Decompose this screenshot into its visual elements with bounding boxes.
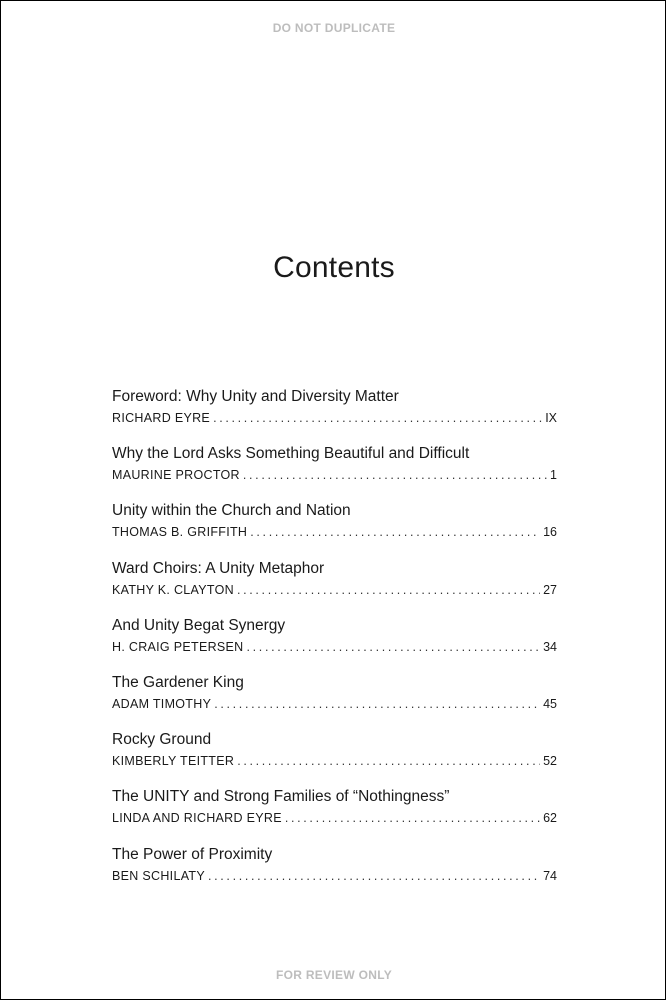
page-number: 52: [543, 754, 557, 769]
chapter-author-line: [112, 694, 557, 714]
chapter-title: Unity within the Church and Nation: [112, 502, 351, 520]
chapter-author: RICHARD EYRE: [112, 411, 211, 425]
chapter-title: The UNITY and Strong Families of “Nothingness”: [112, 788, 450, 806]
dot-leader: [214, 694, 540, 714]
chapter-author: KATHY K. CLAYTON: [112, 582, 234, 597]
page-number: 62: [543, 811, 557, 826]
chapter-author-line: [112, 751, 557, 771]
chapter-title: Why the Lord Asks Something Beautiful and Difficult: [112, 445, 470, 463]
chapter-title: Ward Choirs: A Unity Metaphor: [112, 559, 325, 577]
toc-entry: [112, 558, 557, 615]
toc-entry: [112, 844, 557, 901]
chapter-author: THOMAS B. GRIFFITH: [112, 525, 248, 540]
chapter-author-line: [112, 465, 557, 485]
dot-leader: [213, 408, 542, 428]
chapter-author: KIMBERLY TEITTER: [112, 754, 235, 769]
chapter-author: MAURINE PROCTOR: [112, 468, 240, 483]
dot-leader: [250, 522, 540, 542]
chapter-author: BEN SCHILATY: [112, 868, 205, 883]
toc-entry: [112, 672, 557, 729]
page-number: 45: [543, 696, 557, 711]
page-number: 1: [550, 468, 557, 483]
table-of-contents: [112, 386, 557, 901]
dot-leader: [243, 465, 547, 485]
dot-leader: [247, 637, 541, 657]
chapter-author-line: [112, 522, 557, 542]
chapter-title: Foreword: Why Unity and Diversity Matter: [112, 388, 399, 405]
page-number: 16: [543, 525, 557, 540]
chapter-title: The Gardener King: [112, 673, 244, 691]
dot-leader: [285, 808, 540, 828]
chapter-author: H. CRAIG PETERSEN: [112, 639, 244, 654]
toc-entry: [112, 615, 557, 672]
chapter-author-line: [112, 637, 557, 657]
chapter-author: LINDA AND RICHARD EYRE: [112, 811, 282, 826]
chapter-author-line: [112, 580, 557, 600]
chapter-title: The Power of Proximity: [112, 845, 273, 863]
toc-entry: [112, 786, 557, 843]
page-number: 74: [543, 868, 557, 883]
chapter-author-line: [112, 866, 557, 886]
chapter-author: ADAM TIMOTHY: [112, 696, 212, 711]
dot-leader: [237, 580, 540, 600]
toc-entry: [112, 443, 557, 500]
toc-entry: [112, 500, 557, 557]
page-title: Contents: [273, 251, 395, 284]
dot-leader: [237, 751, 540, 771]
chapter-title: Rocky Ground: [112, 731, 212, 749]
page-number: 27: [543, 582, 557, 597]
chapter-author-line: [112, 808, 557, 828]
dot-leader: [208, 866, 540, 886]
watermark-top: DO NOT DUPLICATE: [272, 21, 396, 35]
watermark-bottom: FOR REVIEW ONLY: [275, 968, 393, 982]
chapter-title: And Unity Begat Synergy: [112, 616, 286, 634]
toc-entry: [112, 386, 557, 443]
page-number: 34: [543, 639, 557, 654]
page-number: IX: [545, 411, 557, 425]
toc-entry: [112, 729, 557, 786]
chapter-author-line: [112, 408, 557, 428]
